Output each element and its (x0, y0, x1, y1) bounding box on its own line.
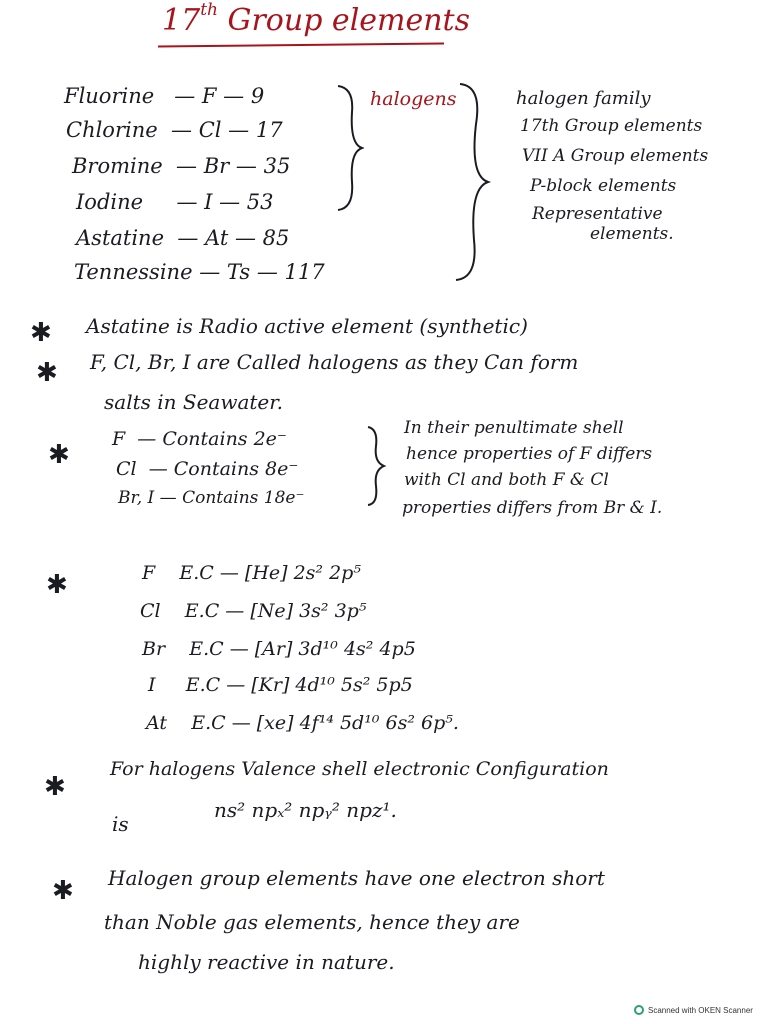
bullet-star-icon: ✱ (48, 440, 70, 470)
family-item: VII A Group elements (522, 146, 709, 166)
halogens-label: halogens (370, 88, 457, 110)
ec-row: F E.C — [He] 2s² 2p⁵ (142, 562, 361, 584)
penultimate-text: In their penultimate shell (404, 418, 624, 438)
conclusion-line: than Noble gas elements, hence they are (104, 910, 520, 934)
bullet-star-icon: ✱ (30, 318, 52, 348)
element-row: Iodine — I — 53 (76, 190, 274, 214)
bullet-star-icon: ✱ (46, 570, 68, 600)
penultimate-row: F — Contains 2e⁻ (112, 428, 287, 450)
conclusion-line: Halogen group elements have one electron short (108, 866, 605, 890)
page-title: 17th Group elements (162, 0, 471, 38)
valence-prefix: is (112, 812, 129, 836)
element-row: Chlorine — Cl — 17 (66, 118, 283, 142)
family-item: halogen family (516, 88, 651, 109)
element-row: Bromine — Br — 35 (72, 154, 291, 178)
valence-formula: ns² npₓ² npᵧ² npz¹. (214, 798, 397, 822)
penultimate-row: Cl — Contains 8e⁻ (116, 458, 299, 480)
element-row: Astatine — At — 85 (76, 226, 290, 250)
scanner-logo-icon (634, 1005, 644, 1015)
bullet-star-icon: ✱ (44, 772, 66, 802)
conclusion-line: highly reactive in nature. (138, 950, 395, 974)
small-brace-icon (334, 82, 364, 214)
bullet-star-icon: ✱ (52, 876, 74, 906)
penultimate-text: with Cl and both F & Cl (404, 470, 609, 490)
title-underline (158, 43, 444, 48)
penultimate-brace-icon (364, 424, 386, 508)
scanner-watermark (634, 1005, 753, 1015)
family-item: 17th Group elements (520, 116, 703, 136)
ec-row: Br E.C — [Ar] 3d¹⁰ 4s² 4p5 (142, 638, 416, 660)
note-seawater-line1: F, Cl, Br, I are Called halogens as they Can form (90, 350, 579, 374)
scanner-text: Scanned with OKEN Scanner (648, 1005, 753, 1015)
element-row: Tennessine — Ts — 117 (74, 260, 325, 284)
penultimate-text: properties differs from Br & I. (402, 498, 663, 518)
family-item: elements. (590, 224, 674, 244)
ec-row: Cl E.C — [Ne] 3s² 3p⁵ (140, 600, 367, 622)
element-row: Fluorine — F — 9 (64, 84, 265, 108)
valence-line1: For halogens Valence shell electronic Configuration (110, 758, 609, 780)
family-item: Representative (532, 204, 663, 224)
note-astatine: Astatine is Radio active element (synthetic) (86, 314, 528, 338)
large-brace-icon (452, 80, 492, 284)
ec-row: At E.C — [xe] 4f¹⁴ 5d¹⁰ 6s² 6p⁵. (146, 712, 459, 734)
bullet-star-icon: ✱ (36, 358, 58, 388)
note-seawater-line2: salts in Seawater. (104, 390, 283, 414)
penultimate-row: Br, I — Contains 18e⁻ (118, 488, 305, 508)
family-item: P-block elements (530, 176, 677, 196)
penultimate-text: hence properties of F differs (406, 444, 653, 464)
ec-row: I E.C — [Kr] 4d¹⁰ 5s² 5p5 (148, 674, 413, 696)
